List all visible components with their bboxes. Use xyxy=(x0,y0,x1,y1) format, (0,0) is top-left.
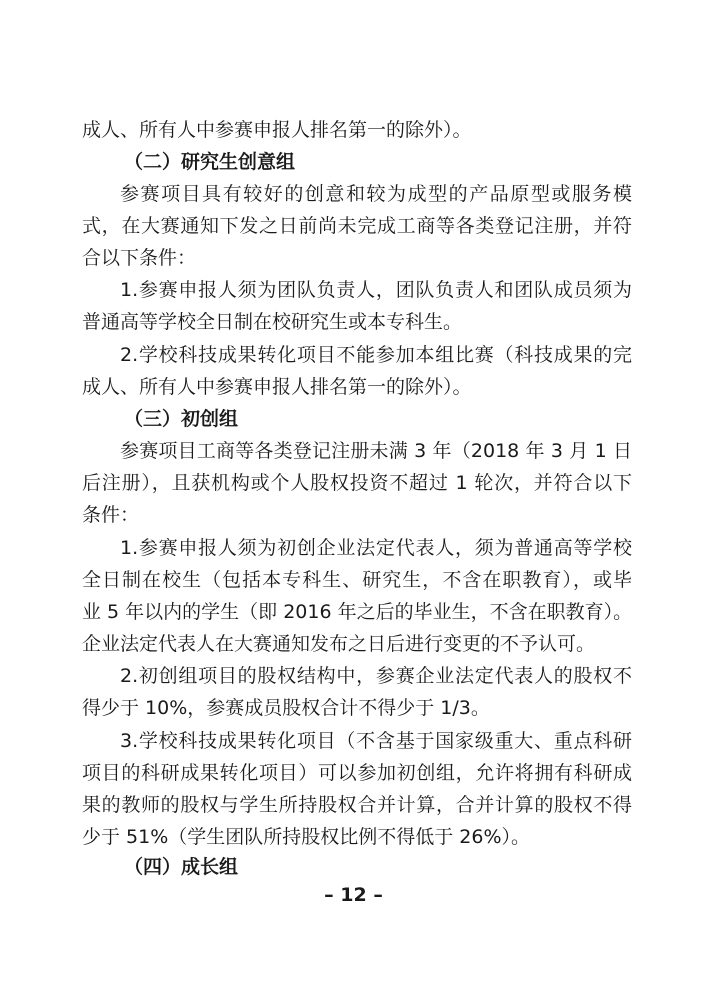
section-heading: （二）研究生创意组 xyxy=(124,151,296,173)
text-line: 参赛项目具有较好的创意和较为成型的产品原型或服务模 xyxy=(120,183,632,205)
text-line: 式，在大赛通知下发之日前尚未完成工商等各类登记注册，并符 xyxy=(82,215,632,237)
text-line: 普通高等学校全日制在校研究生或本专科生。 xyxy=(82,311,463,333)
text-line: 全日制在校生（包括本专科生、研究生，不含在职教育），或毕 xyxy=(82,569,632,591)
text-line: 后注册），且获机构或个人股权投资不超过 1 轮次，并符合以下 xyxy=(82,472,632,494)
text-line: 少于 51%（学生团队所持股权比例不得低于 26%）。 xyxy=(82,826,531,848)
text-line: 企业法定代表人在大赛通知发布之日后进行变更的不予认可。 xyxy=(82,633,596,655)
section-heading: （四）成长组 xyxy=(124,856,239,878)
text-line: 业 5 年以内的学生（即 2016 年之后的毕业生，不含在职教育）。 xyxy=(82,601,633,623)
text-line: 果的教师的股权与学生所持股权合并计算，合并计算的股权不得 xyxy=(82,794,632,816)
text-line: 成人、所有人中参赛申报人排名第一的除外）。 xyxy=(82,119,472,141)
text-line: 合以下条件： xyxy=(82,247,197,269)
text-line: 条件： xyxy=(82,504,140,526)
text-line: 参赛项目工商等各类登记注册未满 3 年（2018 年 3 月 1 日 xyxy=(120,440,632,462)
text-line: 得少于 10%，参赛成员股权合计不得少于 1/3。 xyxy=(82,697,490,719)
text-line: 2.初创组项目的股权结构中，参赛企业法定代表人的股权不 xyxy=(120,665,632,687)
text-line: 3.学校科技成果转化项目（不含基于国家级重大、重点科研 xyxy=(120,730,632,752)
text-line: 项目的科研成果转化项目）可以参加初创组，允许将拥有科研成 xyxy=(82,762,632,784)
text-line: 2.学校科技成果转化项目不能参加本组比赛（科技成果的完 xyxy=(120,344,632,366)
text-line: 1.参赛申报人须为团队负责人，团队负责人和团队成员须为 xyxy=(120,279,632,301)
text-line: 成人、所有人中参赛申报人排名第一的除外）。 xyxy=(82,376,472,398)
section-heading: （三）初创组 xyxy=(124,408,239,430)
text-line: 1.参赛申报人须为初创企业法定代表人，须为普通高等学校 xyxy=(120,537,632,559)
page-number: – 12 – xyxy=(324,884,383,906)
